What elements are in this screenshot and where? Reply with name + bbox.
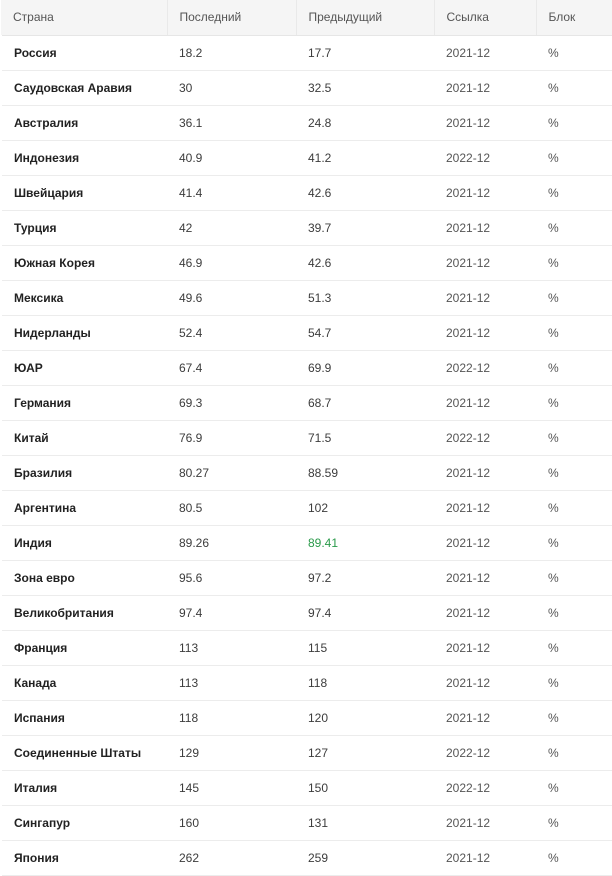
cell-reference: 2022-12 [434, 421, 536, 456]
cell-reference: 2021-12 [434, 841, 536, 876]
cell-last: 76.9 [167, 421, 296, 456]
cell-reference: 2022-12 [434, 141, 536, 176]
cell-reference: 2021-12 [434, 526, 536, 561]
cell-unit: % [536, 421, 612, 456]
cell-unit: % [536, 71, 612, 106]
table-row[interactable] [1, 316, 612, 351]
table-header-row [1, 0, 612, 36]
cell-previous: 131 [296, 806, 434, 841]
table-row[interactable] [1, 36, 612, 71]
table-row[interactable] [1, 526, 612, 561]
cell-unit: % [536, 281, 612, 316]
cell-unit: % [536, 526, 612, 561]
cell-previous: 150 [296, 771, 434, 806]
table-row[interactable] [1, 666, 612, 701]
cell-last: 46.9 [167, 246, 296, 281]
cell-previous: 41.2 [296, 141, 434, 176]
table-row[interactable] [1, 806, 612, 841]
cell-previous: 17.7 [296, 36, 434, 71]
table-row[interactable] [1, 421, 612, 456]
cell-reference: 2022-12 [434, 736, 536, 771]
table-row[interactable] [1, 771, 612, 806]
cell-reference: 2021-12 [434, 176, 536, 211]
cell-previous: 88.59 [296, 456, 434, 491]
cell-unit: % [536, 596, 612, 631]
cell-unit: % [536, 561, 612, 596]
cell-country: Испания [1, 701, 167, 736]
cell-reference: 2021-12 [434, 806, 536, 841]
cell-country: Австралия [1, 106, 167, 141]
cell-country: Южная Корея [1, 246, 167, 281]
cell-reference: 2021-12 [434, 456, 536, 491]
cell-last: 18.2 [167, 36, 296, 71]
cell-last: 67.4 [167, 351, 296, 386]
cell-unit: % [536, 701, 612, 736]
cell-last: 41.4 [167, 176, 296, 211]
cell-country: Россия [1, 36, 167, 71]
cell-country: Индия [1, 526, 167, 561]
cell-reference: 2021-12 [434, 246, 536, 281]
cell-last: 80.27 [167, 456, 296, 491]
cell-previous: 120 [296, 701, 434, 736]
cell-reference: 2021-12 [434, 71, 536, 106]
cell-unit: % [536, 806, 612, 841]
cell-previous: 97.4 [296, 596, 434, 631]
cell-previous: 42.6 [296, 246, 434, 281]
cell-country: Индонезия [1, 141, 167, 176]
cell-country: ЮАР [1, 351, 167, 386]
table-row[interactable] [1, 211, 612, 246]
table-row[interactable] [1, 736, 612, 771]
cell-last: 80.5 [167, 491, 296, 526]
cell-unit: % [536, 631, 612, 666]
table-row[interactable] [1, 386, 612, 421]
cell-previous: 102 [296, 491, 434, 526]
cell-unit: % [536, 176, 612, 211]
cell-country: Мексика [1, 281, 167, 316]
table-row[interactable] [1, 841, 612, 876]
table-row[interactable] [1, 71, 612, 106]
cell-country: Сингапур [1, 806, 167, 841]
table-row[interactable] [1, 701, 612, 736]
cell-unit: % [536, 736, 612, 771]
cell-last: 118 [167, 701, 296, 736]
cell-previous: 39.7 [296, 211, 434, 246]
cell-reference: 2022-12 [434, 771, 536, 806]
cell-last: 40.9 [167, 141, 296, 176]
cell-last: 30 [167, 71, 296, 106]
cell-last: 129 [167, 736, 296, 771]
cell-country: Нидерланды [1, 316, 167, 351]
cell-previous: 42.6 [296, 176, 434, 211]
cell-previous: 97.2 [296, 561, 434, 596]
cell-previous: 69.9 [296, 351, 434, 386]
cell-country: Соединенные Штаты [1, 736, 167, 771]
cell-unit: % [536, 351, 612, 386]
cell-last: 145 [167, 771, 296, 806]
table-row[interactable] [1, 596, 612, 631]
cell-previous: 115 [296, 631, 434, 666]
column-header-reference[interactable]: Ссылка [434, 0, 536, 36]
cell-reference: 2022-12 [434, 351, 536, 386]
cell-last: 69.3 [167, 386, 296, 421]
cell-previous: 259 [296, 841, 434, 876]
column-header-unit[interactable]: Блок [536, 0, 612, 36]
table-row[interactable] [1, 281, 612, 316]
cell-reference: 2021-12 [434, 36, 536, 71]
cell-reference: 2021-12 [434, 316, 536, 351]
cell-unit: % [536, 141, 612, 176]
cell-unit: % [536, 386, 612, 421]
cell-country: Германия [1, 386, 167, 421]
cell-unit: % [536, 36, 612, 71]
cell-country: Франция [1, 631, 167, 666]
cell-previous: 89.41 [296, 526, 434, 561]
cell-reference: 2021-12 [434, 666, 536, 701]
cell-unit: % [536, 771, 612, 806]
cell-unit: % [536, 456, 612, 491]
cell-reference: 2021-12 [434, 211, 536, 246]
cell-reference: 2021-12 [434, 701, 536, 736]
cell-reference: 2021-12 [434, 561, 536, 596]
table-row[interactable] [1, 491, 612, 526]
cell-last: 42 [167, 211, 296, 246]
cell-previous: 118 [296, 666, 434, 701]
column-header-previous[interactable]: Предыдущий [296, 0, 434, 36]
cell-previous: 51.3 [296, 281, 434, 316]
cell-unit: % [536, 316, 612, 351]
cell-last: 97.4 [167, 596, 296, 631]
cell-country: Канада [1, 666, 167, 701]
cell-previous: 32.5 [296, 71, 434, 106]
cell-unit: % [536, 841, 612, 876]
table-row[interactable] [1, 561, 612, 596]
cell-unit: % [536, 246, 612, 281]
cell-last: 95.6 [167, 561, 296, 596]
table-header [1, 0, 612, 36]
cell-country: Китай [1, 421, 167, 456]
cell-reference: 2021-12 [434, 106, 536, 141]
cell-unit: % [536, 491, 612, 526]
cell-reference: 2021-12 [434, 631, 536, 666]
cell-previous: 127 [296, 736, 434, 771]
cell-previous: 71.5 [296, 421, 434, 456]
table-row[interactable] [1, 141, 612, 176]
cell-last: 113 [167, 631, 296, 666]
cell-unit: % [536, 211, 612, 246]
cell-country: Швейцария [1, 176, 167, 211]
table-row[interactable] [1, 176, 612, 211]
cell-country: Аргентина [1, 491, 167, 526]
table-row[interactable] [1, 246, 612, 281]
cell-country: Бразилия [1, 456, 167, 491]
cell-last: 113 [167, 666, 296, 701]
cell-country: Турция [1, 211, 167, 246]
cell-country: Зона евро [1, 561, 167, 596]
cell-last: 49.6 [167, 281, 296, 316]
cell-reference: 2021-12 [434, 281, 536, 316]
table-row[interactable] [1, 351, 612, 386]
column-header-last[interactable]: Последний [167, 0, 296, 36]
table-row[interactable] [1, 631, 612, 666]
table-row[interactable] [1, 456, 612, 491]
cell-unit: % [536, 106, 612, 141]
cell-last: 52.4 [167, 316, 296, 351]
cell-reference: 2021-12 [434, 386, 536, 421]
table-body [1, 36, 612, 876]
cell-last: 262 [167, 841, 296, 876]
cell-last: 160 [167, 806, 296, 841]
column-header-country[interactable]: Страна [1, 0, 167, 36]
cell-reference: 2021-12 [434, 596, 536, 631]
cell-country: Италия [1, 771, 167, 806]
cell-previous: 68.7 [296, 386, 434, 421]
cell-last: 36.1 [167, 106, 296, 141]
cell-last: 89.26 [167, 526, 296, 561]
cell-previous: 24.8 [296, 106, 434, 141]
cell-previous: 54.7 [296, 316, 434, 351]
cell-country: Япония [1, 841, 167, 876]
cell-country: Великобритания [1, 596, 167, 631]
cell-reference: 2021-12 [434, 491, 536, 526]
table-row[interactable] [1, 106, 612, 141]
cell-country: Саудовская Аравия [1, 71, 167, 106]
cell-unit: % [536, 666, 612, 701]
